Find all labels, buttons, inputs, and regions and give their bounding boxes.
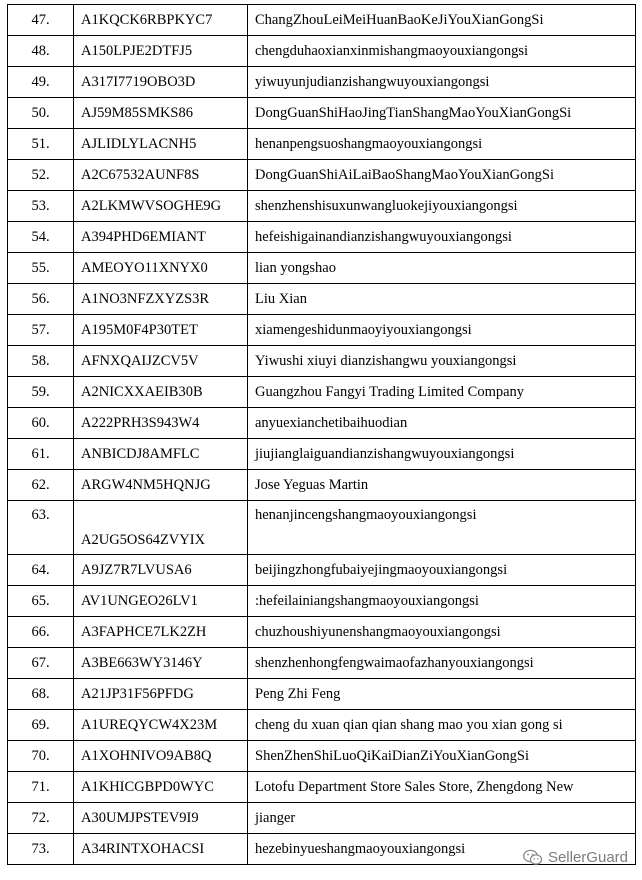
- row-number: 64.: [8, 555, 74, 586]
- seller-id: A2NICXXAEIB30B: [74, 377, 248, 408]
- seller-id: AV1UNGEO26LV1: [74, 586, 248, 617]
- seller-id: A317I7719OBO3D: [74, 67, 248, 98]
- seller-name: Jose Yeguas Martin: [248, 470, 636, 501]
- seller-id: ANBICDJ8AMFLC: [74, 439, 248, 470]
- row-number: 65.: [8, 586, 74, 617]
- seller-id: A2LKMWVSOGHE9G: [74, 191, 248, 222]
- row-number: 70.: [8, 741, 74, 772]
- row-number: 59.: [8, 377, 74, 408]
- seller-id: AJ59M85SMKS86: [74, 98, 248, 129]
- row-number: 52.: [8, 160, 74, 191]
- seller-name: chengduhaoxianxinmishangmaoyouxiangongsi: [248, 36, 636, 67]
- table-row: [8, 160, 636, 191]
- table-row: [8, 772, 636, 803]
- seller-name: ChangZhouLeiMeiHuanBaoKeJiYouXianGongSi: [248, 5, 636, 36]
- table-row: [8, 408, 636, 439]
- table-row: [8, 284, 636, 315]
- seller-id: A1XOHNIVO9AB8Q: [74, 741, 248, 772]
- seller-id: A3FAPHCE7LK2ZH: [74, 617, 248, 648]
- seller-id: A34RINTXOHACSI: [74, 834, 248, 865]
- table-row: [8, 710, 636, 741]
- table-row: [8, 191, 636, 222]
- row-number: 68.: [8, 679, 74, 710]
- seller-table: [7, 4, 636, 865]
- row-number: 49.: [8, 67, 74, 98]
- row-number: 71.: [8, 772, 74, 803]
- table-row: [8, 741, 636, 772]
- watermark-text: SellerGuard: [547, 849, 628, 866]
- row-number: 47.: [8, 5, 74, 36]
- seller-name: henanjincengshangmaoyouxiangongsi: [248, 501, 636, 555]
- seller-name: ShenZhenShiLuoQiKaiDianZiYouXianGongSi: [248, 741, 636, 772]
- seller-id: AFNXQAIJZCV5V: [74, 346, 248, 377]
- seller-name: DongGuanShiHaoJingTianShangMaoYouXianGongSi: [248, 98, 636, 129]
- wechat-icon: [523, 849, 543, 866]
- seller-name: Peng Zhi Feng: [248, 679, 636, 710]
- row-number: 66.: [8, 617, 74, 648]
- table-row: [8, 439, 636, 470]
- row-number: 56.: [8, 284, 74, 315]
- table-row: [8, 501, 636, 555]
- table-row: [8, 253, 636, 284]
- seller-id: A222PRH3S943W4: [74, 408, 248, 439]
- table-row: [8, 346, 636, 377]
- seller-name: lian yongshao: [248, 253, 636, 284]
- row-number: 55.: [8, 253, 74, 284]
- row-number: 69.: [8, 710, 74, 741]
- row-number: 57.: [8, 315, 74, 346]
- seller-id: A195M0F4P30TET: [74, 315, 248, 346]
- seller-name: Guangzhou Fangyi Trading Limited Company: [248, 377, 636, 408]
- seller-id: A3BE663WY3146Y: [74, 648, 248, 679]
- seller-id: A1UREQYCW4X23M: [74, 710, 248, 741]
- row-number: 62.: [8, 470, 74, 501]
- seller-name: Lotofu Department Store Sales Store, Zhengdong New: [248, 772, 636, 803]
- seller-id: A30UMJPSTEV9I9: [74, 803, 248, 834]
- table-row: [8, 679, 636, 710]
- seller-name: chuzhoushiyunenshangmaoyouxiangongsi: [248, 617, 636, 648]
- row-number: 53.: [8, 191, 74, 222]
- seller-id: A394PHD6EMIANT: [74, 222, 248, 253]
- table-row: [8, 129, 636, 160]
- seller-name: jiujianglaiguandianzishangwuyouxiangongsi: [248, 439, 636, 470]
- row-number: 63.: [8, 501, 74, 555]
- table-row: [8, 36, 636, 67]
- seller-name: hefeishigainandianzishangwuyouxiangongsi: [248, 222, 636, 253]
- seller-name: Yiwushi xiuyi dianzishangwu youxiangongsi: [248, 346, 636, 377]
- row-number: 72.: [8, 803, 74, 834]
- seller-id: A1KQCK6RBPKYC7: [74, 5, 248, 36]
- table-row: [8, 5, 636, 36]
- seller-name: jianger: [248, 803, 636, 834]
- table-row: [8, 555, 636, 586]
- row-number: 50.: [8, 98, 74, 129]
- row-number: 54.: [8, 222, 74, 253]
- table-row: [8, 98, 636, 129]
- seller-id: ARGW4NM5HQNJG: [74, 470, 248, 501]
- table-row: [8, 803, 636, 834]
- seller-name: xiamengeshidunmaoyiyouxiangongsi: [248, 315, 636, 346]
- table-row: [8, 67, 636, 98]
- row-number: 51.: [8, 129, 74, 160]
- seller-id: A2UG5OS64ZVYIX: [74, 501, 248, 555]
- seller-name: anyuexianchetibaihuodian: [248, 408, 636, 439]
- seller-name: shenzhenshisuxunwangluokejiyouxiangongsi: [248, 191, 636, 222]
- seller-name: beijingzhongfubaiyejingmaoyouxiangongsi: [248, 555, 636, 586]
- seller-id: A2C67532AUNF8S: [74, 160, 248, 191]
- row-number: 73.: [8, 834, 74, 865]
- seller-name: DongGuanShiAiLaiBaoShangMaoYouXianGongSi: [248, 160, 636, 191]
- row-number: 61.: [8, 439, 74, 470]
- row-number: 60.: [8, 408, 74, 439]
- watermark: [523, 849, 628, 866]
- seller-id: A150LPJE2DTFJ5: [74, 36, 248, 67]
- seller-name: :hefeilainiangshangmaoyouxiangongsi: [248, 586, 636, 617]
- seller-table-body: [8, 5, 636, 865]
- seller-id: A1NO3NFZXYZS3R: [74, 284, 248, 315]
- table-row: [8, 315, 636, 346]
- table-row: [8, 377, 636, 408]
- table-row: [8, 617, 636, 648]
- row-number: 67.: [8, 648, 74, 679]
- seller-name: shenzhenhongfengwaimaofazhanyouxiangongsi: [248, 648, 636, 679]
- seller-id: AMEOYO11XNYX0: [74, 253, 248, 284]
- seller-name: hezebinyueshangmaoyouxiangongsi: [248, 834, 636, 865]
- table-row: [8, 470, 636, 501]
- row-number: 58.: [8, 346, 74, 377]
- seller-name: yiwuyunjudianzishangwuyouxiangongsi: [248, 67, 636, 98]
- table-row: [8, 648, 636, 679]
- seller-id: A21JP31F56PFDG: [74, 679, 248, 710]
- table-row: [8, 222, 636, 253]
- table-row: [8, 586, 636, 617]
- row-number: 48.: [8, 36, 74, 67]
- seller-id: A9JZ7R7LVUSA6: [74, 555, 248, 586]
- seller-id: AJLIDLYLACNH5: [74, 129, 248, 160]
- seller-name: henanpengsuoshangmaoyouxiangongsi: [248, 129, 636, 160]
- seller-name: Liu Xian: [248, 284, 636, 315]
- seller-name: cheng du xuan qian qian shang mao you xian gong si: [248, 710, 636, 741]
- seller-id: A1KHICGBPD0WYC: [74, 772, 248, 803]
